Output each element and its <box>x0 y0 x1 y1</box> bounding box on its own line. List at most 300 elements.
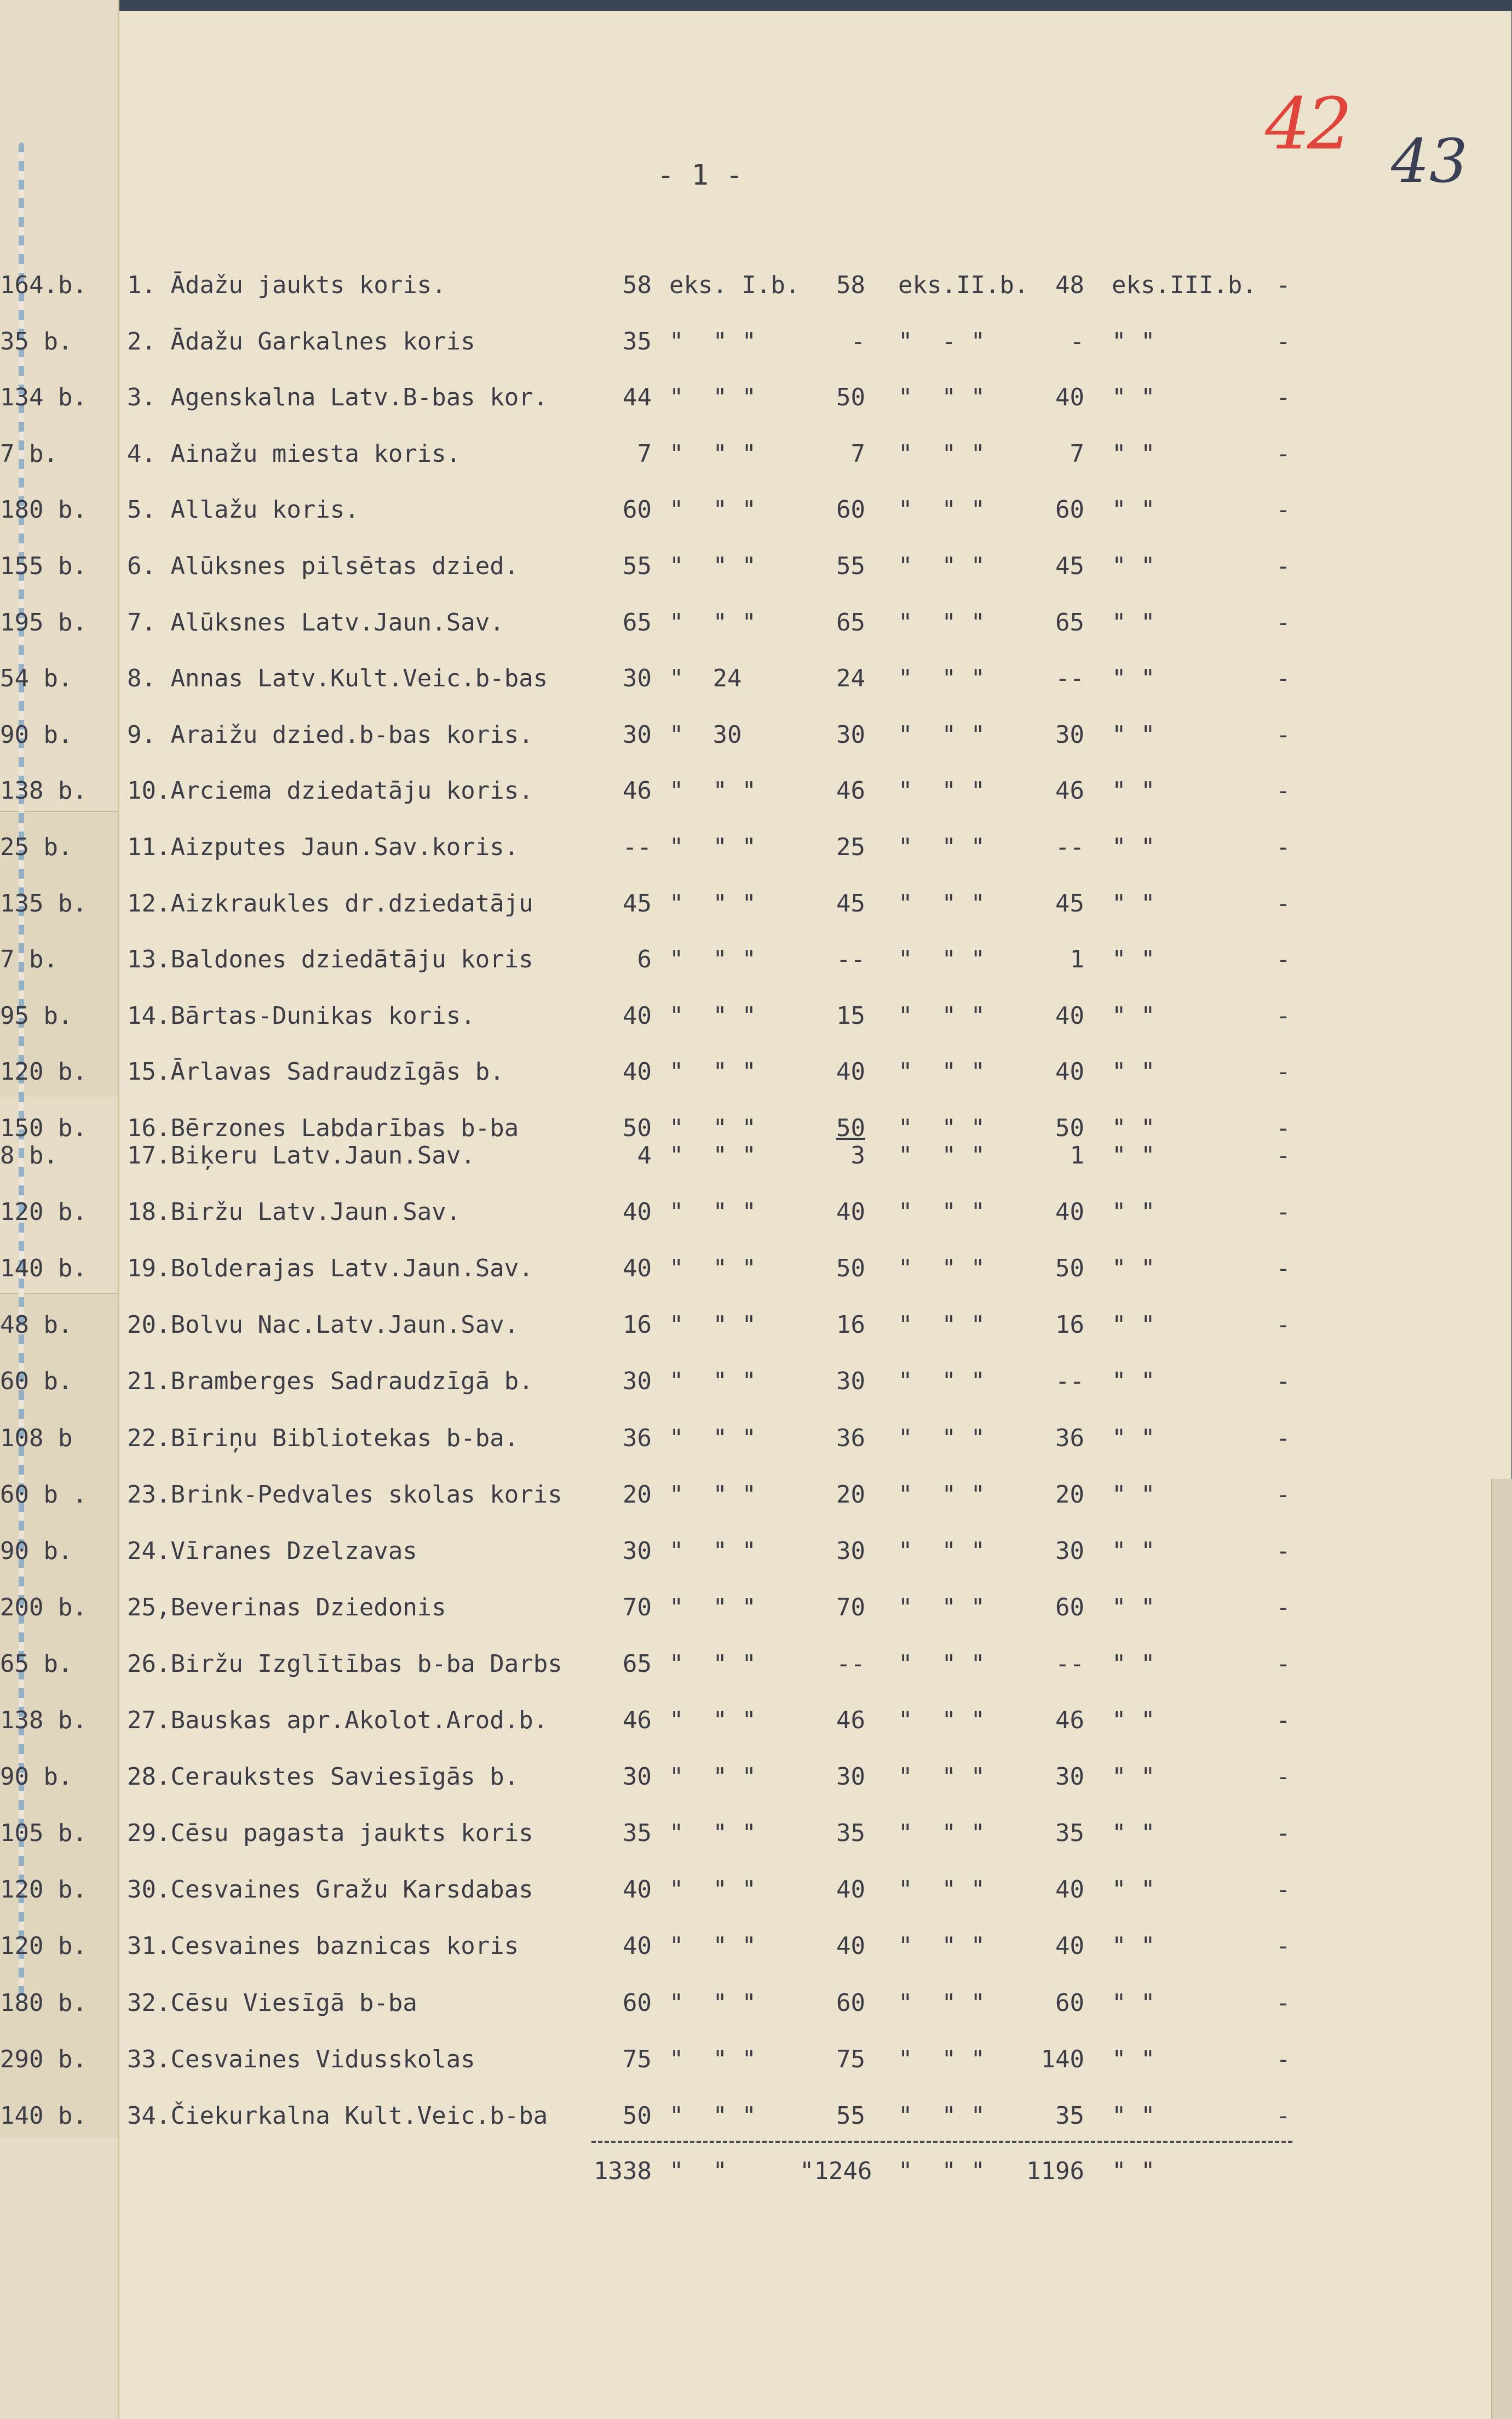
cell-v2: 35 <box>836 1819 865 1848</box>
cell-m1: " " " <box>669 1819 756 1848</box>
cell-v1: 40 <box>623 1198 652 1226</box>
cell-m3: " " <box>1112 1001 1155 1030</box>
cell-v1: 40 <box>623 1254 652 1283</box>
cell-m1: " " " <box>669 496 756 524</box>
table-row <box>0 2045 1512 2084</box>
cell-name: 15.Ārlavas Sadraudzīgās b. <box>127 1058 504 1086</box>
cell-v1: 40 <box>623 1876 652 1904</box>
cell-m1: " " " <box>669 1058 756 1086</box>
cell-m3: " " <box>1112 1367 1155 1396</box>
cell-name: 8. Annas Latv.Kult.Veic.b-bas <box>127 664 548 693</box>
cell-total: 135 b. <box>0 889 87 918</box>
cell-v1: 6 <box>637 945 652 974</box>
cell-m1: " " " <box>669 1114 756 1142</box>
cell-v1: 30 <box>623 1367 652 1396</box>
cell-v3: 60 <box>1055 496 1084 524</box>
cell-v3: -- <box>1055 1367 1084 1396</box>
cell-m2: " " " <box>898 1424 985 1452</box>
cell-dash: - <box>1276 271 1291 299</box>
cell-v2: 30 <box>836 1367 865 1396</box>
table-row <box>0 1142 1512 1180</box>
page-number: - 1 - <box>657 159 743 192</box>
cell-v1: 65 <box>623 608 652 637</box>
cell-v3: -- <box>1055 1649 1084 1678</box>
table-row <box>0 2102 1512 2140</box>
cell-name: 1. Ādažu jaukts koris. <box>127 271 446 299</box>
cell-name: 4. Ainažu miesta koris. <box>127 439 461 468</box>
cell-m1: " " " <box>669 1988 756 2017</box>
cell-v3: 30 <box>1055 1763 1084 1791</box>
cell-name: 7. Alūksnes Latv.Jaun.Sav. <box>127 608 504 637</box>
cell-v1: 35 <box>623 327 652 356</box>
cell-m2: " " " <box>898 2101 985 2130</box>
cell-v1: 45 <box>623 889 652 918</box>
cell-v2: 58 <box>836 271 865 299</box>
cell-v2: 20 <box>836 1480 865 1509</box>
cell-v2: 30 <box>836 1763 865 1791</box>
cell-name: 34.Čiekurkalna Kult.Veic.b-ba <box>127 2101 548 2130</box>
cell-total: 138 b. <box>0 1706 87 1734</box>
cell-v1: 36 <box>623 1424 652 1452</box>
cell-m2: " " " <box>898 1706 985 1734</box>
cell-v3: 40 <box>1055 1932 1084 1961</box>
cell-v2: 60 <box>836 1988 865 2017</box>
cell-dash: - <box>1276 1480 1291 1509</box>
cell-total: 200 b. <box>0 1593 87 1621</box>
cell-v1: 50 <box>623 2101 652 2130</box>
cell-name: 9. Araižu dzied.b-bas koris. <box>127 720 533 749</box>
cell-m1: " " " <box>669 1537 756 1565</box>
cell-v1: 4 <box>637 1142 652 1170</box>
cell-total: 48 b. <box>0 1311 73 1339</box>
cell-m1: " " " <box>669 1480 756 1509</box>
cell-m1: " " " <box>669 889 756 918</box>
cell-v2: 55 <box>836 2101 865 2130</box>
cell-m2: " " " <box>898 1876 985 1904</box>
totals-row <box>0 2157 1512 2196</box>
cell-total: 138 b. <box>0 777 87 805</box>
cell-total: 35 b. <box>0 327 73 356</box>
cell-dash: - <box>1276 1424 1291 1452</box>
cell-v2: 30 <box>836 720 865 749</box>
cell-v1: 16 <box>623 1311 652 1339</box>
cell-v1: 44 <box>623 383 652 412</box>
cell-m3: " " <box>1112 1114 1155 1142</box>
cell-v1: 30 <box>623 1537 652 1565</box>
cell-m3: " " <box>1112 1311 1155 1339</box>
cell-name: 31.Cesvaines baznicas koris <box>127 1932 519 1961</box>
cell-total: 140 b. <box>0 2101 87 2130</box>
cell-m3: " " <box>1112 2101 1155 2130</box>
cell-v3: - <box>1070 327 1084 356</box>
cell-m2: " - " <box>898 327 985 356</box>
cell-v3: 60 <box>1055 1988 1084 2017</box>
cell-m2: " " " <box>898 1311 985 1339</box>
cell-m1: " " " <box>669 1311 756 1339</box>
cell-m2: " " " <box>898 1367 985 1396</box>
cell-m1: eks. I.b. <box>669 271 800 299</box>
cell-v3: 46 <box>1055 777 1084 805</box>
cell-m3: " " <box>1112 1058 1155 1086</box>
cell-dash: - <box>1276 889 1291 918</box>
cell-dash: - <box>1276 439 1291 468</box>
cell-m3: " " <box>1112 1763 1155 1791</box>
cell-v3: 1 <box>1070 1142 1084 1170</box>
cell-total: 180 b. <box>0 496 87 524</box>
cell-m3: " " <box>1112 1198 1155 1226</box>
cell-dash: - <box>1276 664 1291 693</box>
cell-v2: 40 <box>836 1058 865 1086</box>
cell-dash: - <box>1276 383 1291 412</box>
table-row <box>0 890 1512 928</box>
table-row <box>0 552 1512 591</box>
cell-total: 140 b. <box>0 1254 87 1283</box>
table-row <box>0 440 1512 478</box>
cell-m1: " " " <box>669 608 756 637</box>
cell-m1: " " " <box>669 1198 756 1226</box>
cell-v3: 140 <box>1040 2045 1084 2073</box>
cell-dash: - <box>1276 1988 1291 2017</box>
table-row <box>0 1763 1512 1801</box>
cell-total: 290 b. <box>0 2045 87 2073</box>
table-row <box>0 496 1512 534</box>
cell-dash: - <box>1276 608 1291 637</box>
table-row <box>0 1593 1512 1632</box>
cell-v3: 35 <box>1055 1819 1084 1848</box>
cell-total: 180 b. <box>0 1988 87 2017</box>
cell-m3: " " <box>1112 608 1155 637</box>
cell-dash: - <box>1276 1254 1291 1283</box>
cell-m1: " " " <box>669 2045 756 2073</box>
cell-m2: " " " <box>898 439 985 468</box>
cell-v3: 7 <box>1070 439 1084 468</box>
cell-m3: " " <box>1112 833 1155 861</box>
cell-name: 28.Ceraukstes Saviesīgās b. <box>127 1763 519 1791</box>
cell-v2: 65 <box>836 608 865 637</box>
cell-v2: 60 <box>836 496 865 524</box>
cell-m1: " " " <box>669 1424 756 1452</box>
cell-m2: " " " <box>898 777 985 805</box>
table-row <box>0 1058 1512 1096</box>
cell-name: 26.Biržu Izglītības b-ba Darbs <box>127 1649 562 1678</box>
cell-m2: " " " <box>898 1649 985 1678</box>
cell-v2: 40 <box>836 1876 865 1904</box>
cell-m3: " " <box>1112 1876 1155 1904</box>
cell-v2: 15 <box>836 1001 865 1030</box>
cell-v2: 45 <box>836 889 865 918</box>
total-m3: " " <box>1112 2157 1155 2185</box>
cell-m3: " " <box>1112 496 1155 524</box>
cell-m3: " " <box>1112 383 1155 412</box>
cell-v1: 46 <box>623 777 652 805</box>
cell-name: 16.Bērzones Labdarības b-ba <box>127 1114 519 1142</box>
cell-dash: - <box>1276 1058 1291 1086</box>
cell-total: 108 b <box>0 1424 73 1452</box>
cell-dash: - <box>1276 1001 1291 1030</box>
cell-v3: 40 <box>1055 1876 1084 1904</box>
cell-m2: " " " <box>898 2045 985 2073</box>
cell-m1: " " " <box>669 1593 756 1621</box>
cell-v1: 46 <box>623 1706 652 1734</box>
cell-m2: " " " <box>898 1480 985 1509</box>
cell-dash: - <box>1276 2045 1291 2073</box>
cell-total: 155 b. <box>0 552 87 580</box>
cell-v1: 60 <box>623 496 652 524</box>
cell-m3: " " <box>1112 889 1155 918</box>
cell-m1: " " " <box>669 1142 756 1170</box>
cell-total: 25 b. <box>0 833 73 861</box>
cell-name: 23.Brink-Pedvales skolas koris <box>127 1480 562 1509</box>
cell-name: 29.Cēsu pagasta jaukts koris <box>127 1819 533 1848</box>
cell-v2: 24 <box>836 664 865 693</box>
table-row <box>0 1311 1512 1349</box>
cell-m2: " " " <box>898 1593 985 1621</box>
cell-total: 90 b. <box>0 720 73 749</box>
cell-total: 105 b. <box>0 1819 87 1848</box>
cell-m1: " " " <box>669 1876 756 1904</box>
cell-dash: - <box>1276 1311 1291 1339</box>
cell-v2: 50 <box>836 1254 865 1283</box>
table-row <box>0 1537 1512 1575</box>
cell-dash: - <box>1276 1706 1291 1734</box>
cell-m2: " " " <box>898 552 985 580</box>
cell-v3: 40 <box>1055 383 1084 412</box>
cell-v3: 16 <box>1055 1311 1084 1339</box>
cell-dash: - <box>1276 552 1291 580</box>
cell-m3: " " <box>1112 2045 1155 2073</box>
cell-m1: " " " <box>669 383 756 412</box>
cell-dash: - <box>1276 2101 1291 2130</box>
cell-name: 5. Allažu koris. <box>127 496 359 524</box>
cell-m2: " " " <box>898 608 985 637</box>
cell-m1: " 30 <box>669 720 742 749</box>
cell-v3: 30 <box>1055 1537 1084 1565</box>
cell-v1: 40 <box>623 1058 652 1086</box>
cell-m3: " " <box>1112 1424 1155 1452</box>
cell-m3: " " <box>1112 1593 1155 1621</box>
cell-total: 120 b. <box>0 1876 87 1904</box>
table-row <box>0 1198 1512 1236</box>
cell-total: 7 b. <box>0 439 58 468</box>
table-row <box>0 1424 1512 1463</box>
cell-m1: " " " <box>669 833 756 861</box>
folio-number-red: 42 <box>1265 82 1349 165</box>
cell-total: 90 b. <box>0 1763 73 1791</box>
cell-m1: " " " <box>669 1001 756 1030</box>
cell-v3: 46 <box>1055 1706 1084 1734</box>
cell-m1: " " " <box>669 777 756 805</box>
cell-dash: - <box>1276 1367 1291 1396</box>
cell-name: 22.Bīriņu Bibliotekas b-ba. <box>127 1424 519 1452</box>
cell-name: 21.Bramberges Sadraudzīgā b. <box>127 1367 533 1396</box>
cell-v3: 50 <box>1055 1254 1084 1283</box>
cell-v3: 48 <box>1055 271 1084 299</box>
cell-dash: - <box>1276 1114 1291 1142</box>
cell-dash: - <box>1276 720 1291 749</box>
cell-v2: 46 <box>836 1706 865 1734</box>
cell-total: 120 b. <box>0 1932 87 1961</box>
table-row <box>0 664 1512 703</box>
cell-name: 14.Bārtas-Dunikas koris. <box>127 1001 475 1030</box>
total-v1: 1338 <box>594 2157 652 2185</box>
cell-v3: 65 <box>1055 608 1084 637</box>
total-separator-line <box>591 2141 1292 2143</box>
table-row <box>0 1650 1512 1688</box>
cell-v1: -- <box>623 833 652 861</box>
table-row <box>0 328 1512 366</box>
cell-v3: 50 <box>1055 1114 1084 1142</box>
cell-m3: " " <box>1112 1142 1155 1170</box>
cell-v3: 45 <box>1055 889 1084 918</box>
cell-total: 54 b. <box>0 664 73 693</box>
cell-m2: " " " <box>898 1932 985 1961</box>
cell-m1: " " " <box>669 1254 756 1283</box>
cell-v3: 40 <box>1055 1001 1084 1030</box>
cell-m2: " " " <box>898 720 985 749</box>
cell-m2: " " " <box>898 1254 985 1283</box>
cell-m2: " " " <box>898 833 985 861</box>
cell-name: 11.Aizputes Jaun.Sav.koris. <box>127 833 519 861</box>
cell-total: 7 b. <box>0 945 58 974</box>
cell-name: 25,Beverinas Dziedonis <box>127 1593 446 1621</box>
cell-m3: " " <box>1112 1480 1155 1509</box>
cell-name: 32.Cēsu Viesīgā b-ba <box>127 1988 417 2017</box>
cell-v2: 36 <box>836 1424 865 1452</box>
cell-v2: 16 <box>836 1311 865 1339</box>
cell-v3: 1 <box>1070 945 1084 974</box>
cell-v2: 50 <box>836 1114 865 1142</box>
cell-v2: 3 <box>850 1142 865 1170</box>
table-row <box>0 777 1512 815</box>
cell-v1: 30 <box>623 664 652 693</box>
table-row <box>0 1706 1512 1745</box>
cell-v2: 70 <box>836 1593 865 1621</box>
cell-m1: " 24 <box>669 664 742 693</box>
cell-name: 10.Arciema dziedatāju koris. <box>127 777 533 805</box>
cell-m1: " " " <box>669 1367 756 1396</box>
cell-v3: 40 <box>1055 1058 1084 1086</box>
cell-m3: " " <box>1112 1932 1155 1961</box>
table-row <box>0 721 1512 759</box>
cell-m2: " " " <box>898 1763 985 1791</box>
cell-v2: 25 <box>836 833 865 861</box>
cell-v3: 30 <box>1055 720 1084 749</box>
cell-total: 60 b . <box>0 1480 87 1509</box>
cell-v3: 40 <box>1055 1198 1084 1226</box>
cell-dash: - <box>1276 1932 1291 1961</box>
cell-v3: -- <box>1055 833 1084 861</box>
cell-m1: " " " <box>669 945 756 974</box>
cell-m1: " " " <box>669 1649 756 1678</box>
cell-m3: " " <box>1112 1254 1155 1283</box>
cell-name: 12.Aizkraukles dr.dziedatāju <box>127 889 533 918</box>
cell-dash: - <box>1276 945 1291 974</box>
cell-v2: 30 <box>836 1537 865 1565</box>
cell-name: 2. Ādažu Garkalnes koris <box>127 327 475 356</box>
cell-m2: " " " <box>898 1142 985 1170</box>
cell-total: 134 b. <box>0 383 87 412</box>
cell-m2: eks.II.b. <box>898 271 1029 299</box>
cell-total: 120 b. <box>0 1198 87 1226</box>
total-v3: 1196 <box>1026 2157 1084 2185</box>
cell-m3: " " <box>1112 1649 1155 1678</box>
cell-v2: 40 <box>836 1932 865 1961</box>
cell-name: 13.Baldones dziedātāju koris <box>127 945 533 974</box>
cell-total: 90 b. <box>0 1537 73 1565</box>
cell-name: 3. Agenskalna Latv.B-bas kor. <box>127 383 548 412</box>
cell-dash: - <box>1276 1876 1291 1904</box>
cell-name: 20.Bolvu Nac.Latv.Jaun.Sav. <box>127 1311 519 1339</box>
total-m2: " " " <box>898 2157 985 2185</box>
table-row <box>0 1481 1512 1519</box>
cell-v3: 60 <box>1055 1593 1084 1621</box>
cell-m1: " " " <box>669 1706 756 1734</box>
cell-m2: " " " <box>898 1819 985 1848</box>
cell-dash: - <box>1276 1198 1291 1226</box>
cell-v1: 55 <box>623 552 652 580</box>
cell-v2: 7 <box>850 439 865 468</box>
cell-dash: - <box>1276 833 1291 861</box>
cell-dash: - <box>1276 1649 1291 1678</box>
cell-m1: " " " <box>669 2101 756 2130</box>
cell-total: 60 b. <box>0 1367 73 1396</box>
cell-m2: " " " <box>898 1988 985 2017</box>
cell-v1: 30 <box>623 1763 652 1791</box>
cell-v1: 20 <box>623 1480 652 1509</box>
table-row <box>0 271 1512 309</box>
cell-name: 19.Bolderajas Latv.Jaun.Sav. <box>127 1254 533 1283</box>
cell-v1: 70 <box>623 1593 652 1621</box>
cell-m1: " " " <box>669 1932 756 1961</box>
cell-v2: -- <box>836 1649 865 1678</box>
cell-m1: " " " <box>669 1763 756 1791</box>
cell-m2: " " " <box>898 945 985 974</box>
cell-dash: - <box>1276 496 1291 524</box>
cell-m3: " " <box>1112 552 1155 580</box>
cell-v2: -- <box>836 945 865 974</box>
cell-dash: - <box>1276 1819 1291 1848</box>
cell-v3: -- <box>1055 664 1084 693</box>
cell-m3: " " <box>1112 1706 1155 1734</box>
table-row <box>0 609 1512 647</box>
cell-v2: 75 <box>836 2045 865 2073</box>
cell-v1: 50 <box>623 1114 652 1142</box>
cell-m2: " " " <box>898 889 985 918</box>
cell-v1: 58 <box>623 271 652 299</box>
folio-number-blue: 43 <box>1391 126 1468 196</box>
cell-m2: " " " <box>898 1114 985 1142</box>
cell-v1: 65 <box>623 1649 652 1678</box>
cell-m3: " " <box>1112 945 1155 974</box>
table-row <box>0 1002 1512 1040</box>
cell-v1: 75 <box>623 2045 652 2073</box>
cell-name: 33.Cesvaines Vidusskolas <box>127 2045 475 2073</box>
cell-v1: 7 <box>637 439 652 468</box>
cell-total: 8 b. <box>0 1142 58 1170</box>
table-row <box>0 945 1512 984</box>
cell-name: 18.Biržu Latv.Jaun.Sav. <box>127 1198 461 1226</box>
cell-m3: " " <box>1112 1988 1155 2017</box>
cell-dash: - <box>1276 1593 1291 1621</box>
cell-name: 17.Biķeru Latv.Jaun.Sav. <box>127 1142 475 1170</box>
cell-dash: - <box>1276 1763 1291 1791</box>
cell-v2: - <box>850 327 865 356</box>
cell-m1: " " " <box>669 327 756 356</box>
total-m1: " " <box>669 2157 727 2185</box>
cell-m2: " " " <box>898 1537 985 1565</box>
cell-v3: 35 <box>1055 2101 1084 2130</box>
cell-dash: - <box>1276 1142 1291 1170</box>
